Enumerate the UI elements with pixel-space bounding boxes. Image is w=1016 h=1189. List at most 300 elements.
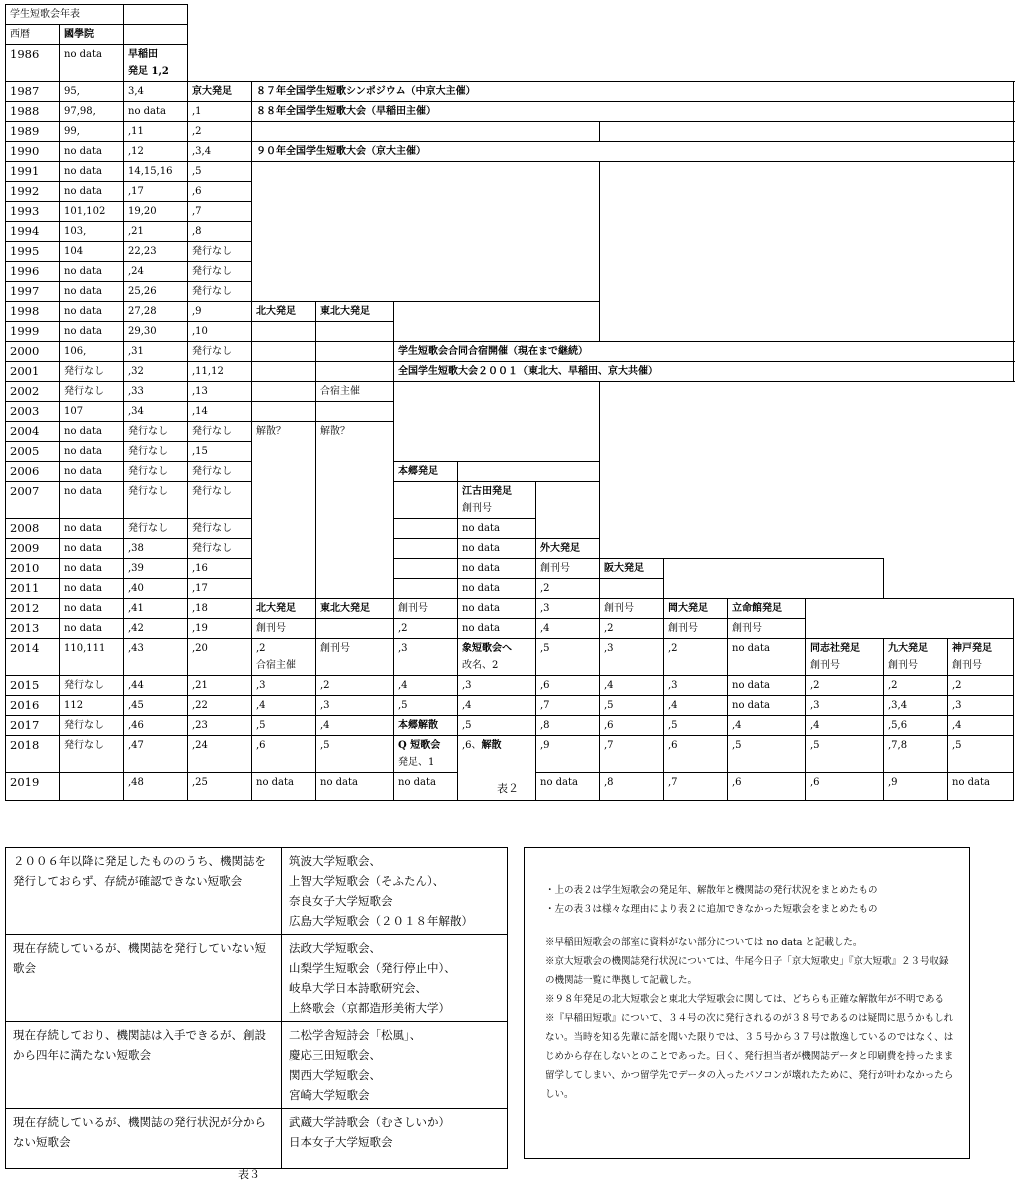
table-cell: no data bbox=[728, 696, 806, 716]
table-cell bbox=[600, 539, 948, 559]
table-cell bbox=[600, 122, 1014, 142]
table-row bbox=[6, 122, 1014, 142]
table-cell: 外大発足 bbox=[536, 539, 600, 559]
table-3 bbox=[5, 847, 508, 1169]
table-cell: ,6 bbox=[536, 676, 600, 696]
table-cell: ,6 bbox=[252, 736, 316, 773]
table-cell: ,39 bbox=[124, 559, 188, 579]
table-cell: 1993 bbox=[6, 202, 60, 222]
table-cell: 創刊号 bbox=[600, 599, 664, 619]
table-cell: 創刊号 bbox=[728, 619, 806, 639]
table-cell: 104 bbox=[60, 242, 124, 262]
table-cell: 2008 bbox=[6, 519, 60, 539]
table-cell: 北大発足 bbox=[252, 302, 316, 322]
table-cell: no data bbox=[458, 539, 536, 559]
table-cell: ,43 bbox=[124, 639, 188, 676]
table-cell bbox=[124, 5, 188, 25]
table-cell bbox=[664, 559, 884, 599]
table-cell: ,14 bbox=[188, 402, 252, 422]
table-cell: 発行なし bbox=[188, 242, 252, 262]
note-bullet: ・上の表２は学生短歌会の発足年、解散年と機関誌の発行状況をまとめたもの bbox=[545, 885, 878, 896]
club-list bbox=[282, 848, 508, 935]
table-cell: no data bbox=[948, 773, 1014, 801]
table-cell bbox=[884, 559, 1014, 599]
table-cell: 95, bbox=[60, 82, 124, 102]
table-cell: ,24 bbox=[188, 736, 252, 773]
table-cell bbox=[124, 25, 188, 45]
note-remark: ※９８年発足の北大短歌会と東北大学短歌会に関しては、どちらも正確な解散年が不明である bbox=[545, 994, 945, 1005]
table-cell: 1986 bbox=[6, 45, 60, 82]
note-remark: ※『早稲田短歌』について、３４号の次に発行されるのが３８号であるのは疑問に思うかもしれない。当時を知る先輩に話を聞いた限りでは、３５号から３７号は散逸しているのではなく、はじめから存在しないとのことであった。曰く、発行担当者が機関誌データと印刷費を持ったまま留学してしまい、かつ留学先でデータの入ったパソコンが壊れたために、発行が叶わなかったらしい。 bbox=[545, 1013, 954, 1100]
table-cell bbox=[316, 362, 394, 382]
club-name: 宮崎大学短歌会 bbox=[289, 1088, 370, 1102]
table-cell: ,20 bbox=[188, 639, 252, 676]
table-cell: ,4 bbox=[806, 716, 884, 736]
club-name: 広島大学短歌会（２０１８年解散） bbox=[289, 914, 473, 928]
table-cell bbox=[252, 342, 316, 362]
table-2 bbox=[5, 4, 1014, 801]
table-cell: 東北大発足 bbox=[316, 599, 394, 619]
table-cell: 発行なし bbox=[188, 282, 252, 302]
table-cell: ,3,4 bbox=[188, 142, 252, 162]
table-cell: 創刊号 bbox=[664, 619, 728, 639]
club-name: 日本女子大学短歌会 bbox=[289, 1135, 393, 1149]
table-cell: 國學院 bbox=[60, 25, 124, 45]
table-cell: 2006 bbox=[6, 462, 60, 482]
table-cell: ,4 bbox=[394, 676, 458, 696]
table-cell: ,6 bbox=[664, 736, 728, 773]
club-name: 山梨学生短歌会（発行停止中）、 bbox=[289, 961, 456, 975]
table-cell: ,8 bbox=[536, 716, 600, 736]
table-cell: 27,28 bbox=[124, 302, 188, 322]
table-cell: ,5 bbox=[948, 736, 1014, 773]
table-cell: 1987 bbox=[6, 82, 60, 102]
table-cell: no data bbox=[60, 539, 124, 559]
table-cell: 2002 bbox=[6, 382, 60, 402]
table-cell: 2005 bbox=[6, 442, 60, 462]
table-cell: ,5 bbox=[664, 716, 728, 736]
club-name: 筑波大学短歌会、 bbox=[289, 854, 381, 868]
table-cell: no data bbox=[536, 773, 600, 801]
table-cell: ,44 bbox=[124, 676, 188, 696]
table-cell: 1995 bbox=[6, 242, 60, 262]
table-cell: 1991 bbox=[6, 162, 60, 182]
table-cell: 岡大発足 bbox=[664, 599, 728, 619]
table-row bbox=[6, 45, 1014, 82]
table-cell: ,2 合宿主催 bbox=[252, 639, 316, 676]
table-cell: 2016 bbox=[6, 696, 60, 716]
table-cell: ,3 bbox=[536, 599, 600, 619]
table-cell: ,48 bbox=[124, 773, 188, 801]
table-cell: no data bbox=[458, 579, 536, 599]
table-cell: ,1 bbox=[188, 102, 252, 122]
table-cell: ,13 bbox=[188, 382, 252, 402]
table-cell: 19,20 bbox=[124, 202, 188, 222]
table-cell: ,42 bbox=[124, 619, 188, 639]
table-cell: 発行なし bbox=[188, 342, 252, 362]
table-cell: ,7 bbox=[664, 773, 728, 801]
table-cell: 1988 bbox=[6, 102, 60, 122]
table-cell: ,5 bbox=[188, 162, 252, 182]
table-cell: no data bbox=[60, 482, 124, 519]
table-cell: ,5 bbox=[600, 696, 664, 716]
table-row bbox=[6, 599, 1014, 619]
table-cell: ,6 bbox=[806, 773, 884, 801]
table-row bbox=[6, 102, 1014, 122]
table-cell: 本郷発足 bbox=[394, 462, 458, 482]
table-cell: ,5 bbox=[252, 716, 316, 736]
table-row bbox=[6, 696, 1014, 716]
table-cell: ,6 bbox=[728, 773, 806, 801]
table-cell bbox=[316, 342, 394, 362]
table-cell bbox=[600, 162, 1014, 342]
table-cell: 1990 bbox=[6, 142, 60, 162]
table-cell: 発行なし bbox=[124, 482, 188, 519]
table-cell: no data bbox=[60, 519, 124, 539]
table-cell: 2010 bbox=[6, 559, 60, 579]
table-cell: ,3 bbox=[806, 696, 884, 716]
table-cell bbox=[394, 579, 458, 599]
table-cell bbox=[394, 302, 600, 342]
table-cell: ,3 bbox=[458, 676, 536, 696]
table-row bbox=[6, 82, 1014, 102]
table-cell: 発行なし bbox=[60, 676, 124, 696]
table-cell: ,4 bbox=[458, 696, 536, 716]
table-cell: ,2 bbox=[806, 676, 884, 696]
table-row bbox=[6, 142, 1014, 162]
table-cell: 発行なし bbox=[188, 462, 252, 482]
table-cell: no data bbox=[60, 302, 124, 322]
table-cell: ,5,6 bbox=[884, 716, 948, 736]
table-cell: no data bbox=[60, 442, 124, 462]
table-cell: 29,30 bbox=[124, 322, 188, 342]
table-cell: no data bbox=[60, 182, 124, 202]
table-cell: ,34 bbox=[124, 402, 188, 422]
table-cell: no data bbox=[458, 559, 536, 579]
table-cell: 2001 bbox=[6, 362, 60, 382]
table-cell: 九大発足 創刊号 bbox=[884, 639, 948, 676]
table-cell: 2017 bbox=[6, 716, 60, 736]
table-cell: ,40 bbox=[124, 579, 188, 599]
table-cell: ,25 bbox=[188, 773, 252, 801]
table-cell: ,19 bbox=[188, 619, 252, 639]
table-cell: no data bbox=[60, 162, 124, 182]
table-cell: ,4 bbox=[316, 716, 394, 736]
table-cell: 1992 bbox=[6, 182, 60, 202]
table-cell: ,9 bbox=[884, 773, 948, 801]
table-cell: ,5 bbox=[536, 639, 600, 676]
table-row bbox=[6, 539, 1014, 559]
table-cell: ,8 bbox=[188, 222, 252, 242]
table-cell: 112 bbox=[60, 696, 124, 716]
table-cell: ,46 bbox=[124, 716, 188, 736]
table-cell: ,41 bbox=[124, 599, 188, 619]
table-cell: 発行なし bbox=[188, 422, 252, 442]
table-cell: no data bbox=[60, 45, 124, 82]
table-cell: 発行なし bbox=[60, 362, 124, 382]
table-cell: ,3,4 bbox=[884, 696, 948, 716]
table-cell: ,2 bbox=[188, 122, 252, 142]
table-3-row bbox=[6, 1022, 508, 1109]
table-row bbox=[6, 25, 1014, 45]
club-name: 岐阜大学日本詩歌研究会、 bbox=[289, 981, 427, 995]
category-description: 現在存続しているが、機関誌を発行していない短歌会 bbox=[6, 935, 282, 1022]
table-cell: ,3 bbox=[252, 676, 316, 696]
table-cell: ,7 bbox=[536, 696, 600, 716]
table-row bbox=[6, 342, 1014, 362]
table-cell: 2007 bbox=[6, 482, 60, 519]
table-cell: ,7 bbox=[600, 736, 664, 773]
table-cell: no data bbox=[60, 599, 124, 619]
table-cell: 創刊号 bbox=[394, 599, 458, 619]
table-cell: 2004 bbox=[6, 422, 60, 442]
club-name: 上終歌会（京都造形美術大学） bbox=[289, 1001, 450, 1015]
table-cell: ,21 bbox=[124, 222, 188, 242]
table-cell: 110,111 bbox=[60, 639, 124, 676]
table-cell: 25,26 bbox=[124, 282, 188, 302]
table-cell: ,7,8 bbox=[884, 736, 948, 773]
table-cell: 発行なし bbox=[188, 539, 252, 559]
table-cell: ,3 bbox=[316, 696, 394, 716]
table-cell bbox=[316, 619, 394, 639]
table-row bbox=[6, 162, 1014, 182]
table-cell: 発行なし bbox=[60, 716, 124, 736]
table-cell: 2012 bbox=[6, 599, 60, 619]
note-remark: ※京大短歌会の機関誌発行状況については、牛尾今日子「京大短歌史」『京大短歌』２３号収録の機関誌一覧に準拠して記載した。 bbox=[545, 956, 949, 986]
table-cell: ,3 bbox=[600, 639, 664, 676]
table-cell: ,11 bbox=[124, 122, 188, 142]
table-cell: 1996 bbox=[6, 262, 60, 282]
category-description: 現在存続しているが、機関誌の発行状況が分からない短歌会 bbox=[6, 1109, 282, 1169]
table-cell: no data bbox=[252, 773, 316, 801]
table-cell: ,5 bbox=[316, 736, 394, 773]
table-cell: 発行なし bbox=[188, 262, 252, 282]
table-cell: ,24 bbox=[124, 262, 188, 282]
table-cell: 発行なし bbox=[124, 422, 188, 442]
table-2-caption: 表２ bbox=[497, 782, 519, 795]
table-cell bbox=[252, 122, 600, 142]
table-cell: no data bbox=[60, 262, 124, 282]
table-cell: 2014 bbox=[6, 639, 60, 676]
table-cell: no data bbox=[60, 619, 124, 639]
table-cell: 合宿主催 bbox=[316, 382, 394, 402]
table-cell: no data bbox=[728, 639, 806, 676]
club-name: 上智大学短歌会（そふたん）、 bbox=[289, 874, 445, 888]
table-cell: ,6 bbox=[188, 182, 252, 202]
table-cell: no data bbox=[60, 579, 124, 599]
table-cell: ,5 bbox=[806, 736, 884, 773]
table-row bbox=[6, 362, 1014, 382]
table-row bbox=[6, 736, 1014, 773]
table-cell: 2019 bbox=[6, 773, 60, 801]
table-cell: 解散？ bbox=[316, 422, 394, 599]
table-cell bbox=[600, 382, 1014, 482]
table-row bbox=[6, 5, 1014, 25]
table-cell: 2018 bbox=[6, 736, 60, 773]
table-cell: no data bbox=[316, 773, 394, 801]
table-cell: 発行なし bbox=[124, 442, 188, 462]
table-cell bbox=[394, 539, 458, 559]
table-cell: ,5 bbox=[728, 736, 806, 773]
table-cell: 1998 bbox=[6, 302, 60, 322]
table-cell: 発行なし bbox=[124, 462, 188, 482]
table-cell: 東北大発足 bbox=[316, 302, 394, 322]
table-cell: ,4 bbox=[252, 696, 316, 716]
table-cell bbox=[252, 382, 316, 402]
table-cell: ,9 bbox=[536, 736, 600, 773]
table-cell: ,23 bbox=[188, 716, 252, 736]
table-cell: 神戸発足 創刊号 bbox=[948, 639, 1014, 676]
table-cell: ,2 bbox=[394, 619, 458, 639]
table-cell bbox=[252, 162, 600, 302]
table-cell bbox=[252, 322, 316, 342]
table-cell bbox=[394, 519, 458, 539]
table-cell: 2000 bbox=[6, 342, 60, 362]
table-cell: 1999 bbox=[6, 322, 60, 342]
table-cell: Q 短歌会 発足、1 bbox=[394, 736, 458, 773]
table-cell: 2015 bbox=[6, 676, 60, 696]
table-cell: 学生短歌会合同合宿開催（現在まで継続） bbox=[394, 342, 1014, 362]
table-cell: ,45 bbox=[124, 696, 188, 716]
club-name: 武蔵大学詩歌会（むさしいか） bbox=[289, 1115, 450, 1129]
table-cell: ,2 bbox=[316, 676, 394, 696]
table-cell: ,32 bbox=[124, 362, 188, 382]
table-cell: ８８年全国学生短歌大会（早稲田主催） bbox=[252, 102, 1014, 122]
table-cell bbox=[600, 482, 1014, 539]
table-cell: ,2 bbox=[600, 619, 664, 639]
table-cell: ,9 bbox=[188, 302, 252, 322]
table-cell: 江古田発足 創刊号 bbox=[458, 482, 536, 519]
table-cell: no data bbox=[458, 599, 536, 619]
table-cell: 発行なし bbox=[188, 519, 252, 539]
table-cell: 1994 bbox=[6, 222, 60, 242]
table-cell: ,6、解散 bbox=[458, 736, 536, 801]
table-cell: ,7 bbox=[188, 202, 252, 222]
table-cell: ,33 bbox=[124, 382, 188, 402]
club-name: 奈良女子大学短歌会 bbox=[289, 894, 393, 908]
table-cell bbox=[252, 362, 316, 382]
table-row bbox=[6, 676, 1014, 696]
table-cell: no data bbox=[394, 773, 458, 801]
table-cell: ,2 bbox=[664, 639, 728, 676]
table-row bbox=[6, 559, 1014, 579]
notes-remarks bbox=[545, 933, 957, 1104]
table-cell bbox=[394, 482, 458, 519]
table-cell: 阪大発足 bbox=[600, 559, 664, 579]
table-cell bbox=[806, 599, 1014, 639]
table-3-row bbox=[6, 848, 508, 935]
club-list bbox=[282, 1109, 508, 1169]
table-row bbox=[6, 482, 1014, 519]
table-cell: no data bbox=[60, 322, 124, 342]
table-cell: no data bbox=[124, 102, 188, 122]
table-cell: 発行なし bbox=[60, 382, 124, 402]
table-cell: ,4 bbox=[664, 696, 728, 716]
table-cell: ,3 bbox=[394, 639, 458, 676]
table-cell: 解散？ bbox=[252, 422, 316, 599]
table-cell bbox=[188, 5, 1014, 25]
table-cell: 2013 bbox=[6, 619, 60, 639]
table-cell: no data bbox=[728, 676, 806, 696]
table-cell bbox=[316, 402, 394, 422]
club-list bbox=[282, 935, 508, 1022]
table-cell bbox=[536, 482, 600, 539]
table-cell bbox=[394, 382, 600, 462]
club-name: 関西大学短歌会、 bbox=[289, 1068, 381, 1082]
table-cell: ,12 bbox=[124, 142, 188, 162]
table-cell: 早稲田 発足 1,2 bbox=[124, 45, 188, 82]
table-cell: ,15 bbox=[188, 442, 252, 462]
table-cell: 創刊号 bbox=[252, 619, 316, 639]
table-3-row bbox=[6, 935, 508, 1022]
table-cell: 象短歌会へ 改名、2 bbox=[458, 639, 536, 676]
table-cell: 創刊号 bbox=[536, 559, 600, 579]
table-cell: 97,98, bbox=[60, 102, 124, 122]
table-3-caption: 表３ bbox=[238, 1168, 260, 1181]
table-cell: ,4 bbox=[728, 716, 806, 736]
table-cell: ８７年全国学生短歌シンポジウム（中京大主催） bbox=[252, 82, 1014, 102]
table-cell: no data bbox=[458, 519, 536, 539]
table-cell: 同志社発足 創刊号 bbox=[806, 639, 884, 676]
category-description: 現在存続しており、機関誌は入手できるが、創設から四年に満たない短歌会 bbox=[6, 1022, 282, 1109]
table-cell: 西暦 bbox=[6, 25, 60, 45]
table-cell: 106, bbox=[60, 342, 124, 362]
table-cell: 発行なし bbox=[188, 482, 252, 519]
table-cell: ,4 bbox=[536, 619, 600, 639]
table-cell bbox=[600, 579, 664, 599]
table-cell bbox=[252, 402, 316, 422]
table-cell: ,38 bbox=[124, 539, 188, 559]
table-cell bbox=[316, 322, 394, 342]
table-cell: ,21 bbox=[188, 676, 252, 696]
table-cell: 学生短歌会年表 bbox=[6, 5, 124, 25]
table-cell: ,16 bbox=[188, 559, 252, 579]
table-cell: ９０年全国学生短歌大会（京大主催） bbox=[252, 142, 1014, 162]
table-cell: ,17 bbox=[124, 182, 188, 202]
table-cell: 99, bbox=[60, 122, 124, 142]
table-cell: ,5 bbox=[394, 696, 458, 716]
table-cell: ,4 bbox=[600, 676, 664, 696]
table-cell: 北大発足 bbox=[252, 599, 316, 619]
table-cell: ,2 bbox=[884, 676, 948, 696]
club-name: 慶応三田短歌会、 bbox=[289, 1048, 381, 1062]
table-row bbox=[6, 382, 1014, 402]
club-name: 二松学舎短詩会「松風」、 bbox=[289, 1028, 422, 1042]
table-3-row bbox=[6, 1109, 508, 1169]
table-cell: ,10 bbox=[188, 322, 252, 342]
table-cell: 創刊号 bbox=[316, 639, 394, 676]
table-cell: no data bbox=[60, 422, 124, 442]
table-cell: 2011 bbox=[6, 579, 60, 599]
table-cell bbox=[394, 559, 458, 579]
table-cell: 立命館発足 bbox=[728, 599, 806, 619]
table-cell: ,17 bbox=[188, 579, 252, 599]
table-cell: 22,23 bbox=[124, 242, 188, 262]
table-cell: no data bbox=[60, 462, 124, 482]
table-cell: ,22 bbox=[188, 696, 252, 716]
table-cell: 京大発足 bbox=[188, 82, 252, 102]
table-cell: ,47 bbox=[124, 736, 188, 773]
table-cell: 14,15,16 bbox=[124, 162, 188, 182]
table-cell: 103, bbox=[60, 222, 124, 242]
table-cell: no data bbox=[60, 142, 124, 162]
table-cell: ,8 bbox=[600, 773, 664, 801]
table-cell: no data bbox=[60, 559, 124, 579]
table-cell bbox=[458, 462, 600, 482]
table-cell: 3,4 bbox=[124, 82, 188, 102]
table-cell: ,3 bbox=[948, 696, 1014, 716]
table-cell: ,2 bbox=[948, 676, 1014, 696]
